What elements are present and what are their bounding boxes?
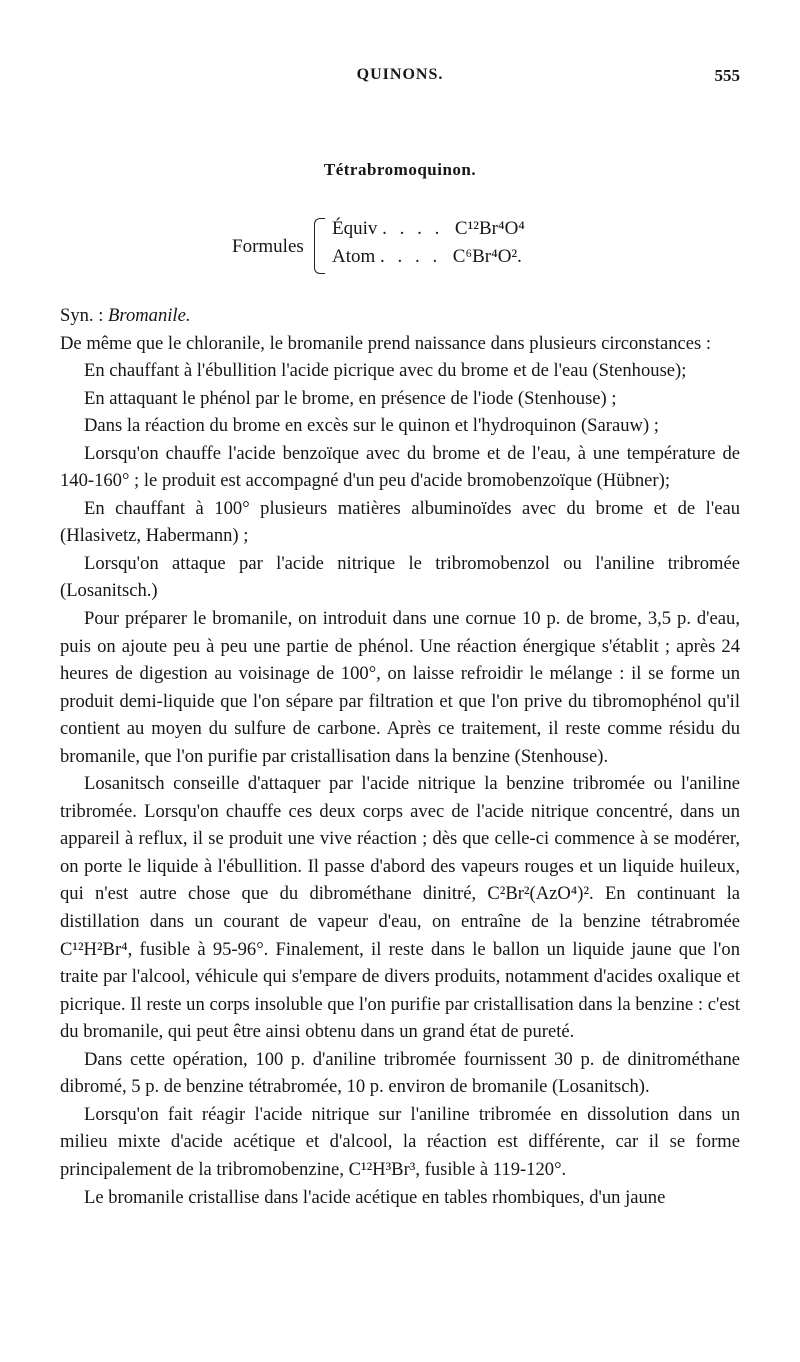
formula-name: Équiv [332,218,378,239]
paragraph: En chauffant à l'ébullition l'acide picrique avec du brome et de l'eau (Stenhouse); [84,360,687,382]
brace [314,218,325,274]
formula-dots: . . . . [380,246,442,267]
page-number: 555 [714,66,740,85]
paragraph: De même que le chloranile, le bromanile prend naissance dans plusieurs circonstances : [60,332,712,354]
paragraph: Losanitsch conseille d'attaquer par l'acide nitrique la benzine tribromée ou l'aniline tribromée. Lorsqu'on chauffe ces deux corps avec de l'acide nitrique concentré, dans un appareil à reflux, il se produit une vive réaction ; dès que celle-ci commence à se modérer, on porte le liquide à l'ébullition. Il passe d'abord des vapeurs rouges et un liquide huileux, qui n'est autre chose que du dibrométhane dinitré, C²Br²(AzO⁴)². En continuant la distillation dans un courant de vapeur d'eau, on entraîne de la benzine tétrabromée C¹²H²Br⁴, fusible à 95-96°. Finalement, il reste dans le ballon un liquide jaune que l'on traite par l'alcool, véhicule qui s'empare de divers produits, notamment d'acides oxalique et picrique. Il reste un corps insoluble que l'on purifie par cristallisation dans la benzine : c'est du bromanile, qui peut être ainsi obtenu dans un grand état de pureté. [60,773,740,1043]
formula-block [232,218,592,278]
paragraph: En attaquant le phénol par le brome, en présence de l'iode (Stenhouse) ; [84,387,617,409]
paragraph: En chauffant à 100° plusieurs matières albuminoïdes avec du brome et de l'eau (Hlasivetz, Habermann) ; [60,497,740,547]
formula-value: C⁶Br⁴O². [452,246,522,267]
section-title: Tétrabromoquinon. [323,160,477,179]
formula-dots: . . . . [382,218,444,239]
paragraph: Lorsqu'on attaque par l'acide nitrique le tribromobenzol ou l'aniline tribromée (Losanitsch.) [60,552,740,602]
formulas-label: Formules [232,236,304,257]
paragraph: Dans cette opération, 100 p. d'aniline tribromée fournissent 30 p. de dinitrométhane dibromé, 5 p. de benzine tétrabromée, 10 p. environ de bromanile (Losanitsch). [60,1048,740,1098]
running-head [60,66,740,90]
running-title: QUINONS. [356,66,444,83]
formula-row [332,218,525,240]
paragraph: Lorsqu'on chauffe l'acide benzoïque avec du brome et de l'eau, à une température de 140-160° ; le produit est accompagné d'un peu d'acide bromobenzoïque (Hübner); [60,442,740,492]
synonym-name: Bromanile. [108,305,191,326]
paragraph: Dans la réaction du brome en excès sur le quinon et l'hydroquinon (Sarauw) ; [84,415,659,437]
paragraph: Le bromanile cristallise dans l'acide acétique en tables rhombiques, d'un jaune [84,1186,666,1208]
synonym-prefix: Syn. : [60,305,109,326]
formula-name: Atom [332,246,376,267]
body-text [60,302,740,1211]
paragraph: Pour préparer le bromanile, on introduit dans une cornue 10 p. de brome, 3,5 p. d'eau, puis on ajoute peu à peu une partie de phénol. Une réaction énergique s'établit ; après 24 heures de digestion au voisinage de 100°, on laisse refroidir le mélange : il se forme un produit demi-liquide que l'on sépare par filtration et que l'on prive du tibromophénol qu'il contient au moyen du sulfure de carbone. Après ce traitement, il reste comme résidu du bromanile, que l'on purifie par cristallisation dans la benzine (Stenhouse). [60,608,740,767]
formula-row [332,246,522,268]
synonym-line [60,302,740,330]
formula-value: C¹²Br⁴O⁴ [454,218,525,239]
paragraph: Lorsqu'on fait réagir l'acide nitrique sur l'aniline tribromée en dissolution dans un milieu mixte d'acide acétique et d'alcool, la réaction est différente, car il se forme principalement de la tribromobenzine, C¹²H³Br³, fusible à 119-120°. [60,1103,740,1180]
